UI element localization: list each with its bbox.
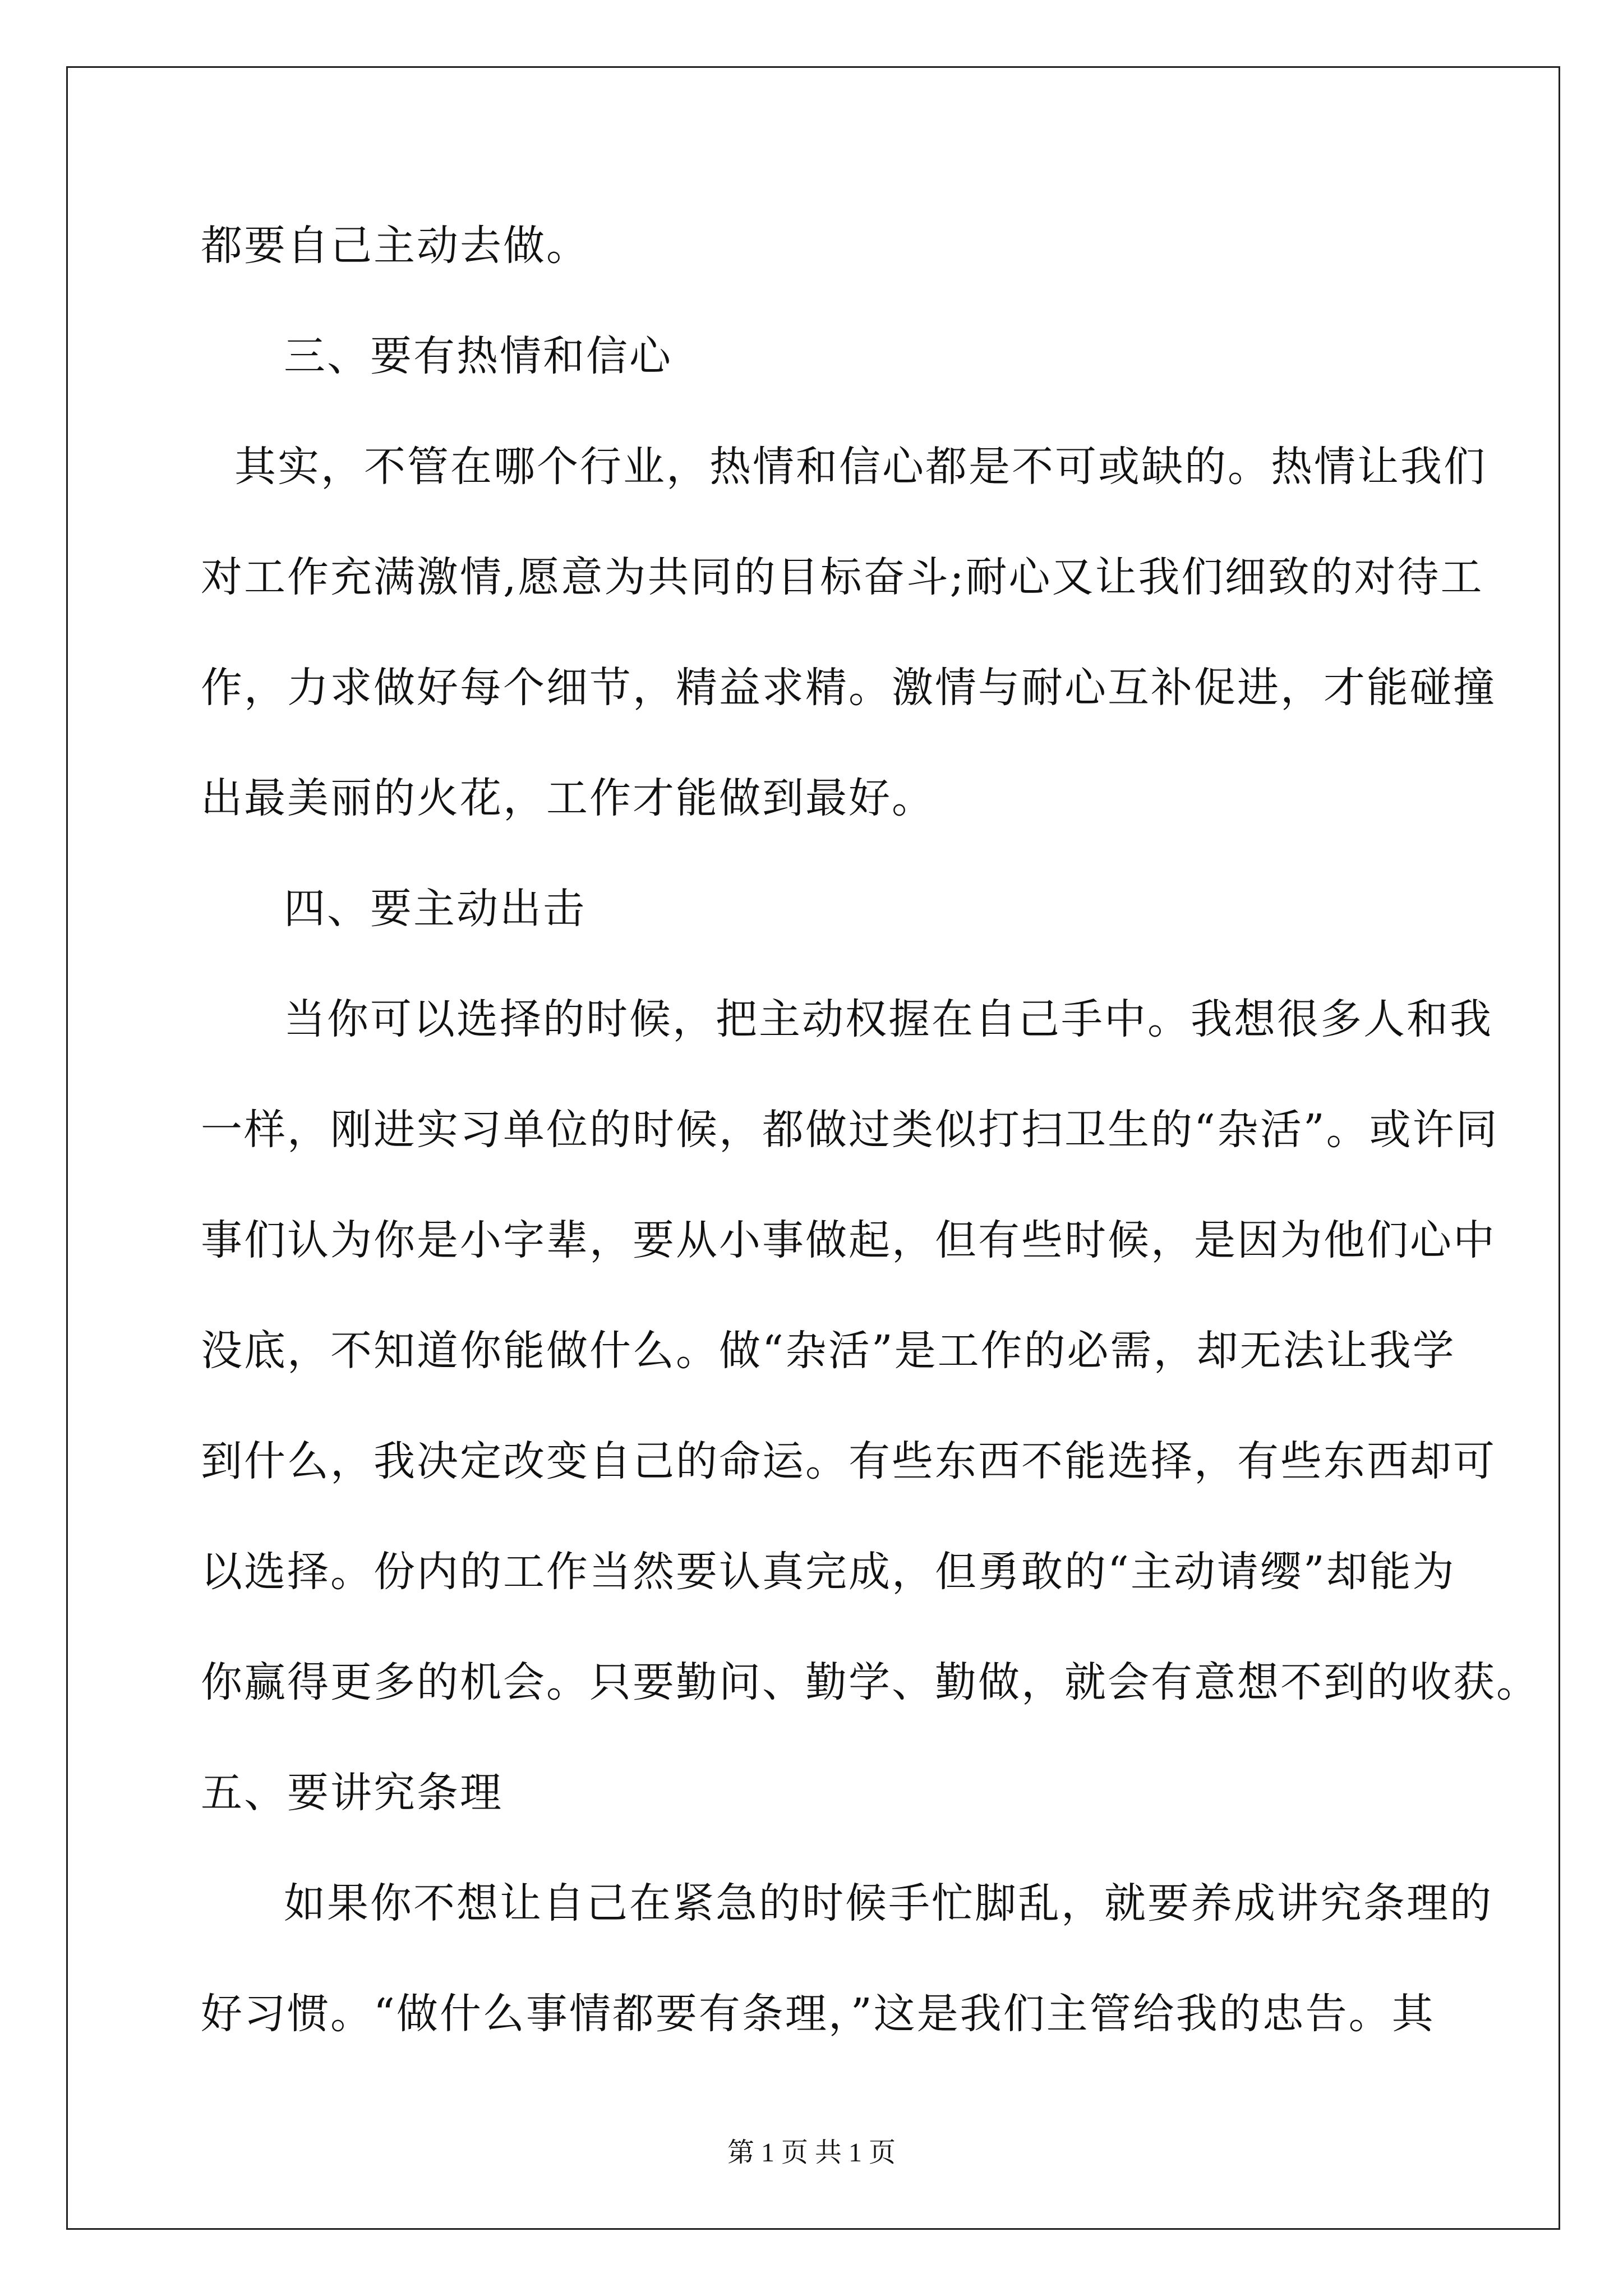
section-heading: 四、要主动出击: [284, 885, 586, 933]
text-line: 其实，不管在哪个行业，热情和信心都是不可或缺的。热情让我们: [234, 443, 1487, 491]
text-line: 一样，刚进实习单位的时候，都做过类似打扫卫生的“杂活”。或许同: [201, 1106, 1499, 1154]
text-line: 你赢得更多的机会。只要勤问、勤学、勤做，就会有意想不到的收获。: [201, 1658, 1539, 1706]
text-line: 事们认为你是小字辈，要从小事做起，但有些时候，是因为他们心中: [201, 1216, 1496, 1264]
text-line: 对工作充满激情,愿意为共同的目标奋斗;耐心又让我们细致的对待工: [201, 553, 1484, 601]
text-line: 如果你不想让自己在紧急的时候手忙脚乱，就要养成讲究条理的: [284, 1879, 1493, 1927]
text-line: 没底，不知道你能做什么。做“杂活”是工作的必需，却无法让我学: [201, 1327, 1456, 1375]
page-number-footer: 第 1 页 共 1 页: [727, 2138, 896, 2168]
text-line: 以选择。份内的工作当然要认真完成，但勇敢的“主动请缨”却能为: [201, 1548, 1456, 1596]
section-heading: 五、要讲究条理: [201, 1769, 503, 1817]
text-line: 到什么，我决定改变自己的命运。有些东西不能选择，有些东西却可: [201, 1437, 1496, 1485]
text-line: 当你可以选择的时候，把主动权握在自己手中。我想很多人和我: [284, 995, 1493, 1043]
section-heading: 三、要有热情和信心: [284, 332, 672, 380]
text-line: 都要自己主动去做。: [201, 222, 589, 270]
text-line: 作，力求做好每个细节，精益求精。激情与耐心互补促进，才能碰撞: [201, 664, 1496, 712]
text-line: 出最美丽的火花，工作才能做到最好。: [201, 774, 935, 822]
text-line: 好习惯。“做什么事情都要有条理，”这是我们主管给我的忠告。其: [201, 1990, 1435, 2038]
